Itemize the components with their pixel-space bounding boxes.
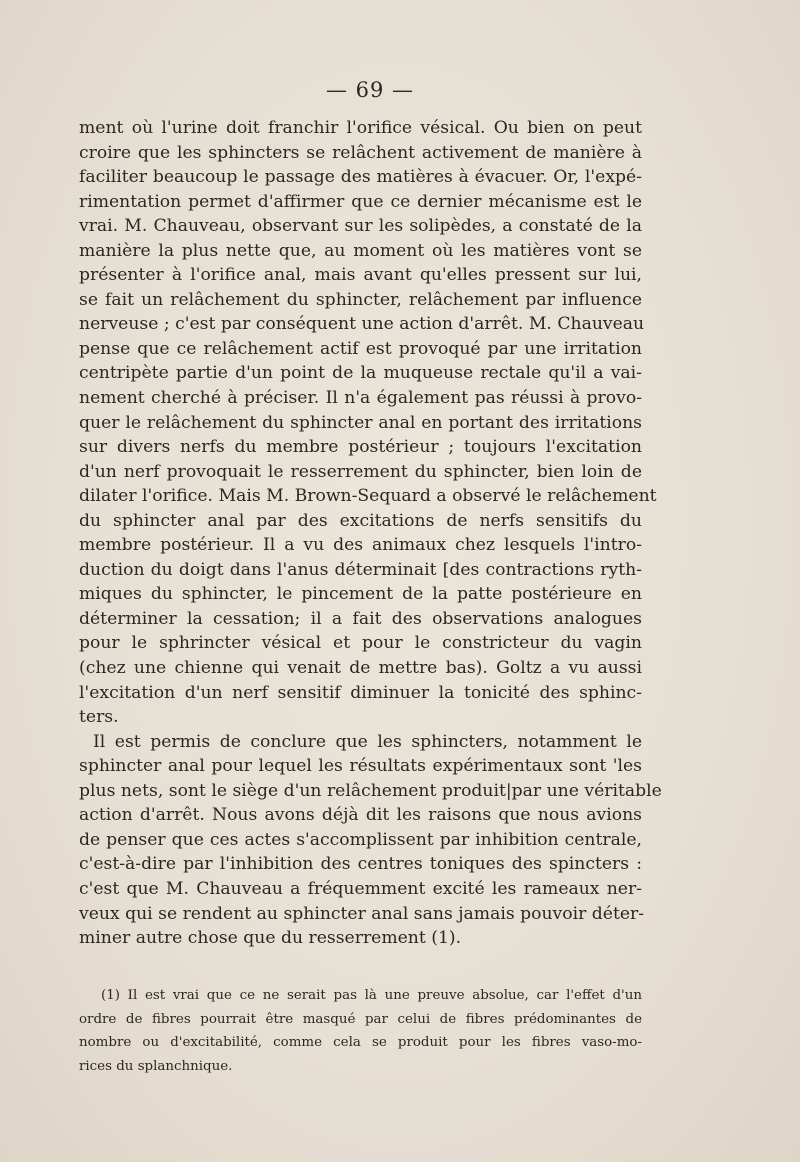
text-line: miques du sphincter, le pincement de la patte postérieure en	[79, 584, 642, 605]
text-line: d'un nerf provoquait le resserrement du sphincter, bien loin de	[79, 461, 642, 482]
text-line: faciliter beaucoup le passage des matières à évacuer. Or, l'expé-	[79, 167, 642, 188]
text-line: manière la plus nette que, au moment où les matières vont se	[79, 240, 642, 261]
text-line: vrai. M. Chauveau, observant sur les solipèdes, a constaté de la	[79, 216, 642, 237]
text-line: sur divers nerfs du membre postérieur ; toujours l'excitation	[79, 437, 642, 458]
paragraph-2	[79, 730, 662, 951]
text-line: membre postérieur. Il a vu des animaux chez lesquels l'intro-	[79, 535, 642, 556]
text-line: nement cherché à préciser. Il n'a également pas réussi à provo-	[79, 388, 642, 409]
text-line: pense que ce relâchement actif est provoqué par une irritation	[79, 338, 642, 359]
text-line: du sphincter anal par des excitations de nerfs sensitifs du	[79, 510, 642, 531]
footnote-line: (1) Il est vrai que ce ne serait pas là une preuve absolue, car l'effet d'un	[101, 988, 642, 1003]
body-text	[79, 116, 662, 951]
text-line: se fait un relâchement du sphincter, relâchement par influence	[79, 289, 642, 310]
text-line: Il est permis de conclure que les sphincters, notamment le	[93, 731, 642, 752]
text-line: quer le relâchement du sphincter anal en portant des irritations	[79, 412, 642, 433]
text-line: pour le sphrincter vésical et pour le constricteur du vagin	[79, 633, 642, 654]
text-line: de penser que ces actes s'accomplissent par inhibition centrale,	[79, 829, 642, 850]
text-line: déterminer la cessation; il a fait des observations analogues	[79, 608, 642, 629]
text-line: rimentation permet d'affirmer que ce dernier mécanisme est le	[79, 191, 642, 212]
text-line: c'est-à-dire par l'inhibition des centres toniques des spincters :	[79, 854, 642, 875]
footnote	[79, 984, 642, 1078]
text-line: l'excitation d'un nerf sensitif diminuer la tonicité des sphinc-	[79, 682, 642, 703]
footnote-line: rices du splanchnique.	[79, 1058, 233, 1074]
text-line: croire que les sphincters se relâchent activement de manière à	[79, 142, 642, 163]
text-line: ters.	[79, 707, 119, 728]
text-line: présenter à l'orifice anal, mais avant qu'elles pressent sur lui,	[79, 265, 642, 286]
text-line: action d'arrêt. Nous avons déjà dit les raisons que nous avions	[79, 805, 642, 826]
text-line: ment où l'urine doit franchir l'orifice vésical. Ou bien on peut	[79, 118, 642, 138]
paragraph-1	[79, 116, 657, 730]
text-line: c'est que M. Chauveau a fréquemment excité les rameaux ner-	[79, 878, 642, 899]
text-line: (chez une chienne qui venait de mettre bas). Goltz a vu aussi	[79, 658, 642, 679]
text-line: plus nets, sont le siège d'un relâchement produit|par une véritable	[79, 780, 662, 801]
footnote-line: nombre ou d'excitabilité, comme cela se produit pour les fibres vaso-mo-	[79, 1035, 642, 1050]
text-line: miner autre chose que du resserrement (1).	[79, 928, 462, 949]
text-line: nerveuse ; c'est par conséquent une action d'arrêt. M. Chauveau	[79, 314, 645, 335]
page-number: — 69 —	[325, 78, 415, 102]
text-line: centripète partie d'un point de la muqueuse rectale qu'il a vai-	[79, 363, 642, 384]
footnote-line: ordre de fibres pourrait être masqué par celui de fibres prédominantes de	[79, 1011, 642, 1027]
text-line: duction du doigt dans l'anus déterminait [des contractions ryth-	[79, 559, 642, 580]
text-line: veux qui se rendent au sphincter anal sans jamais pouvoir déter-	[79, 903, 645, 924]
text-line: dilater l'orifice. Mais M. Brown-Sequard a observé le relâchement	[79, 486, 657, 507]
text-line: sphincter anal pour lequel les résultats expérimentaux sont 'les	[79, 756, 642, 777]
